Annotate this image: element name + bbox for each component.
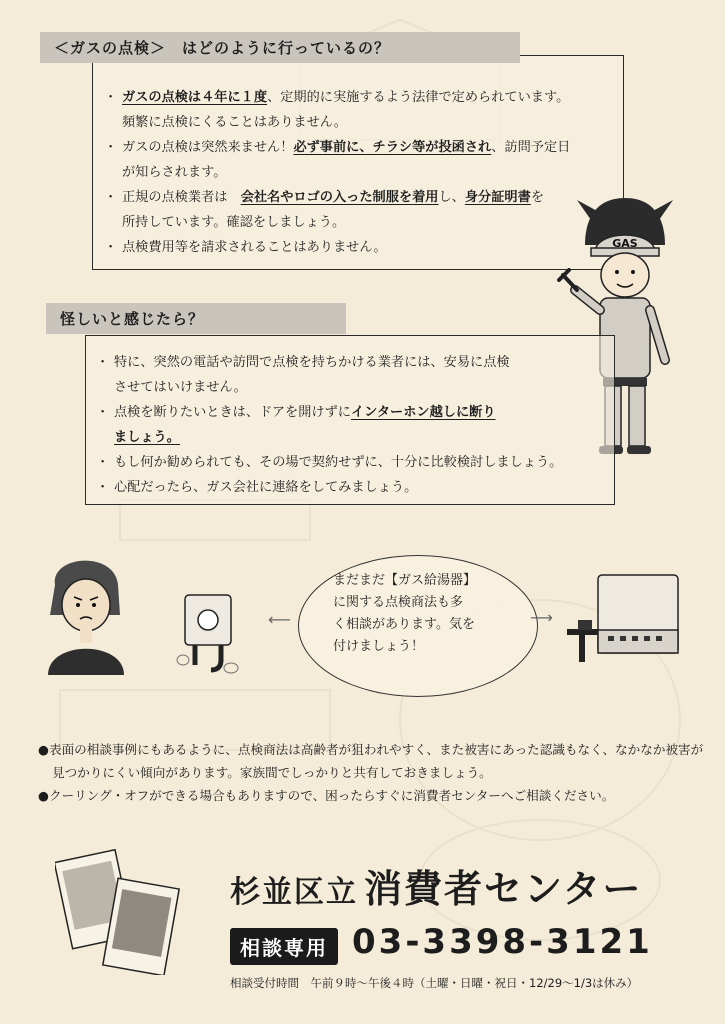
- consumer-center-name: 杉並区立 消費者センター: [230, 867, 643, 911]
- worried-woman-illustration: [40, 545, 130, 675]
- notes-block: [38, 738, 708, 807]
- note-item: ●クーリング・オフができる場合もありますので、困ったらすぐに消費者センターへご相談ください。: [38, 788, 615, 803]
- list-item: ・ 心配だったら、ガス会社に連絡をしてみましょう。: [100, 475, 610, 500]
- list-item: ・ 正規の点検業者は 会社名やロゴの入った制服を着用し、身分証明書を 所持しています。確認をしましょう。: [108, 185, 618, 235]
- suspicious-list: [100, 350, 610, 500]
- speech-bubble: まだまだ【ガス給湯器】 に関する点検商法も多 く相談があります。気を 付けましょう！: [298, 555, 538, 697]
- suspicious-header: 怪しいと感じたら？: [46, 303, 346, 334]
- list-item: ・ 点検費用等を請求されることはありません。: [108, 235, 618, 260]
- list-item: ・ もし何か勧められても、その場で契約せずに、十分に比較検討しましょう。: [100, 450, 610, 475]
- phone-number[interactable]: 03-3398-3121: [352, 922, 653, 962]
- leaflet-illustration: [55, 845, 185, 975]
- consultation-hours: 相談受付時間 午前９時～午後４時（土曜・日曜・祝日・12/29～1/3は休み）: [230, 976, 639, 990]
- note-item: ●表面の相談事例にもあるように、点検商法は高齢者が狙われやすく、また被害にあった認識もなく、なかなか被害が見つかりにくい傾向があります。家族間でしっかりと共有しておきましょう。: [38, 742, 704, 780]
- gas-boiler-icon: [562, 570, 687, 670]
- cap-label: GAS: [612, 237, 638, 250]
- right-arrow-icon: ⟶: [530, 608, 553, 627]
- list-item: ・ ガスの点検は４年に１度、定期的に実施するよう法律で定められています。 頻繁に点検にくることはありません。: [108, 85, 618, 135]
- list-item: ・ ガスの点検は突然来ません！必ず事前に、チラシ等が投函され、訪問予定日 が知らされます。: [108, 135, 618, 185]
- list-item: ・ 点検を断りたいときは、ドアを開けずにインターホン越しに断り ましょう。: [100, 400, 610, 450]
- gas-inspection-header: ＜ガスの点検＞ はどのように行っているの？: [40, 32, 520, 63]
- left-arrow-icon: ⟵: [268, 610, 291, 629]
- list-item: ・ 特に、突然の電話や訪問で点検を持ちかける業者には、安易に点検 させてはいけません。: [100, 350, 610, 400]
- water-heater-icon: [175, 590, 245, 680]
- gas-inspection-list: [108, 85, 618, 260]
- consultation-badge: 相談専用: [230, 928, 338, 965]
